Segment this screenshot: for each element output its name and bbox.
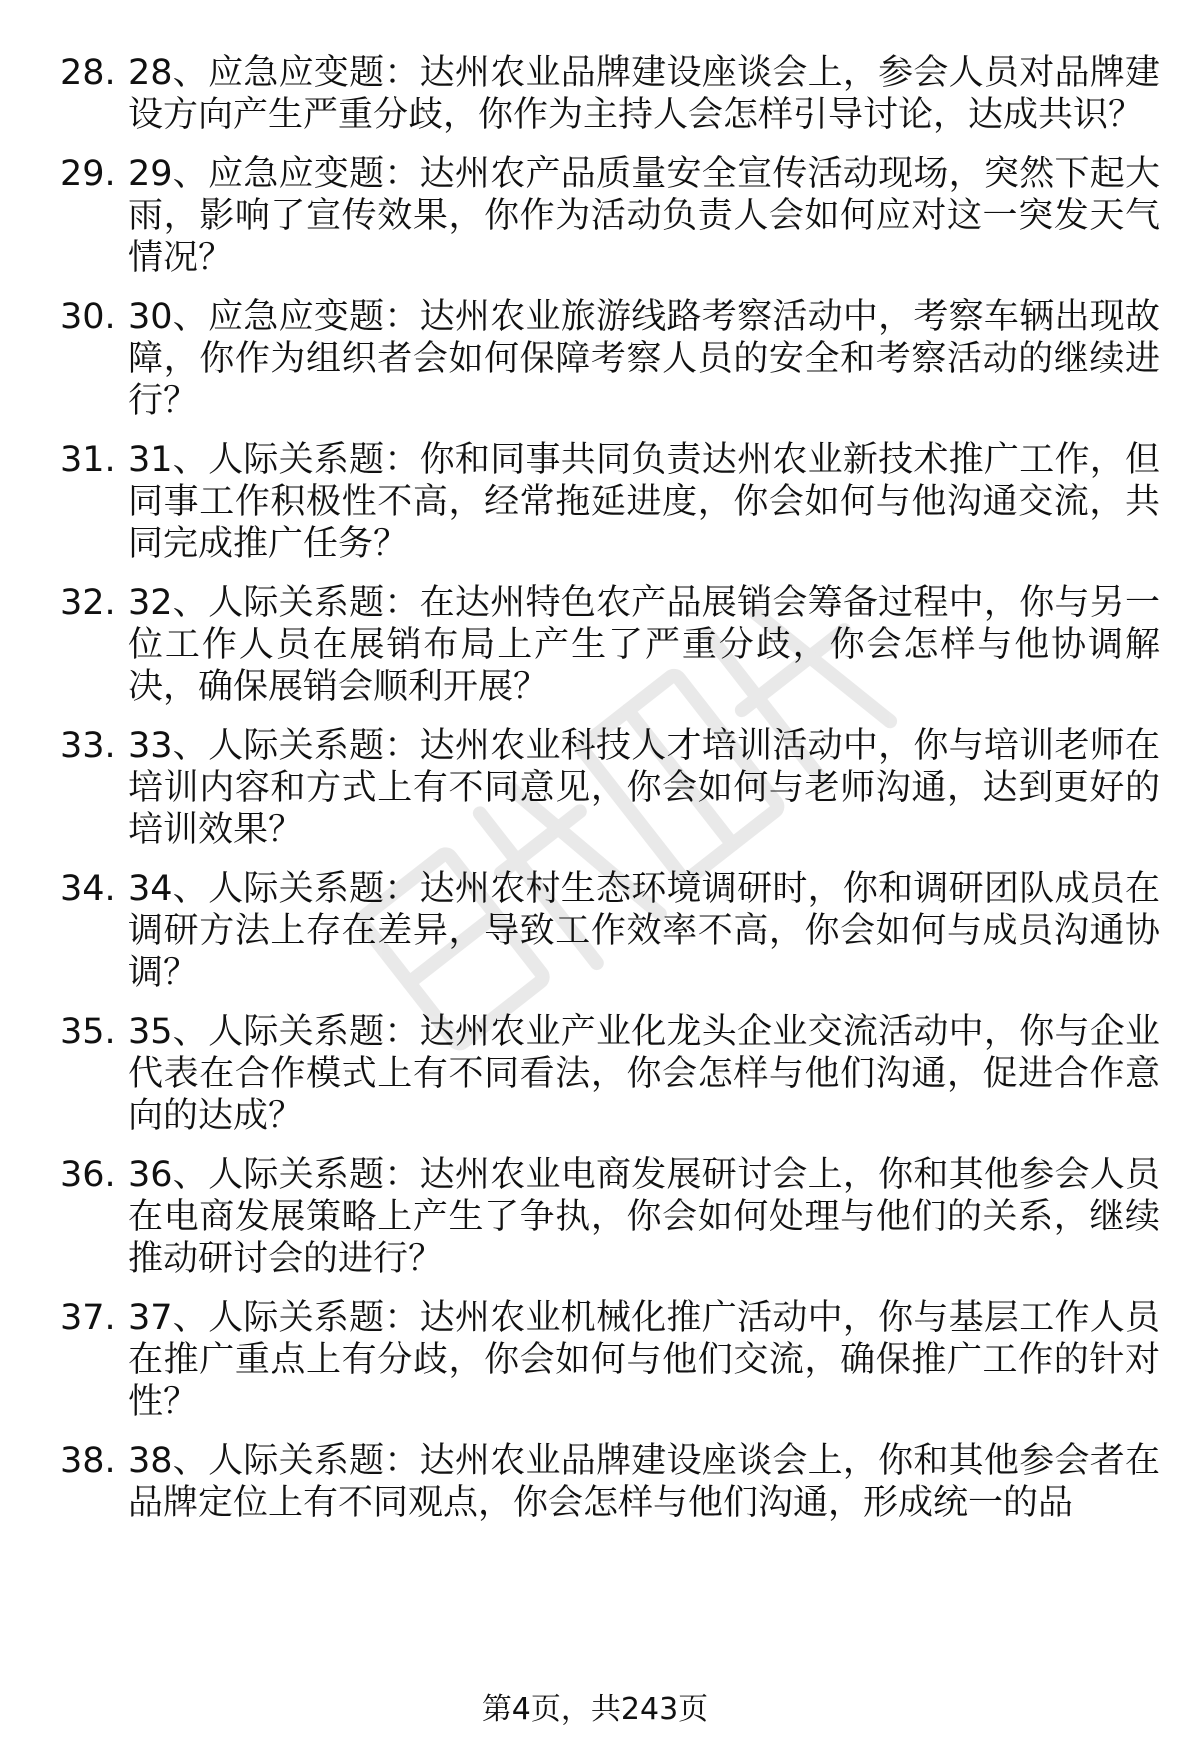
list-item xyxy=(60,296,1160,422)
page-footer: 第4页，共243页 xyxy=(481,1692,709,1727)
list-item xyxy=(60,1011,1160,1137)
item-number: 29. xyxy=(60,154,116,194)
item-text: 31、人际关系题：你和同事共同负责达州农业新技术推广工作，但同事工作积极性不高，经常拖延进度，你会如何与他沟通交流，共同完成推广任务？ xyxy=(128,440,1160,564)
item-text: 36、人际关系题：达州农业电商发展研讨会上，你和其他参会人员在电商发展策略上产生了争执，你会如何处理与他们的关系，继续推动研讨会的进行？ xyxy=(128,1155,1160,1279)
item-number: 33. xyxy=(60,726,116,766)
list-item xyxy=(60,1154,1160,1280)
item-text: 34、人际关系题：达州农村生态环境调研时，你和调研团队成员在调研方法上存在差异，导致工作效率不高，你会如何与成员沟通协调？ xyxy=(128,869,1160,993)
item-text: 33、人际关系题：达州农业科技人才培训活动中，你与培训老师在培训内容和方式上有不同意见，你会如何与老师沟通，达到更好的培训效果？ xyxy=(128,726,1160,850)
item-text: 35、人际关系题：达州农业产业化龙头企业交流活动中，你与企业代表在合作模式上有不同看法，你会怎样与他们沟通，促进合作意向的达成？ xyxy=(128,1012,1160,1136)
item-text: 32、人际关系题：在达州特色农产品展销会筹备过程中，你与另一位工作人员在展销布局上产生了严重分歧，你会怎样与他协调解决，确保展销会顺利开展？ xyxy=(128,583,1160,707)
list-item xyxy=(60,439,1160,565)
item-text: 30、应急应变题：达州农业旅游线路考察活动中，考察车辆出现故障，你作为组织者会如何保障考察人员的安全和考察活动的继续进行？ xyxy=(128,297,1160,421)
item-number: 35. xyxy=(60,1012,116,1052)
item-number: 32. xyxy=(60,583,116,623)
item-text: 38、人际关系题：达州农业品牌建设座谈会上，你和其他参会者在品牌定位上有不同观点，你会怎样与他们沟通，形成统一的品 xyxy=(128,1441,1160,1523)
list-item xyxy=(60,52,1160,136)
list-item xyxy=(60,582,1160,708)
item-text: 29、应急应变题：达州农产品质量安全宣传活动现场，突然下起大雨，影响了宣传效果，你作为活动负责人会如何应对这一突发天气情况？ xyxy=(128,154,1160,278)
item-number: 36. xyxy=(60,1155,116,1195)
item-text: 28、应急应变题：达州农业品牌建设座谈会上，参会人员对品牌建设方向产生严重分歧，你作为主持人会怎样引导讨论，达成共识？ xyxy=(128,53,1160,135)
list-item xyxy=(60,1440,1160,1524)
item-number: 34. xyxy=(60,869,116,909)
list-item xyxy=(60,1297,1160,1423)
item-text: 37、人际关系题：达州农业机械化推广活动中，你与基层工作人员在推广重点上有分歧，你会如何与他们交流，确保推广工作的针对性？ xyxy=(128,1298,1160,1422)
list-item xyxy=(60,725,1160,851)
item-number: 30. xyxy=(60,297,116,337)
list-item xyxy=(60,153,1160,279)
item-number: 38. xyxy=(60,1441,116,1481)
question-list xyxy=(60,52,1160,1541)
item-number: 31. xyxy=(60,440,116,480)
list-item xyxy=(60,868,1160,994)
item-number: 37. xyxy=(60,1298,116,1338)
item-number: 28. xyxy=(60,53,116,93)
